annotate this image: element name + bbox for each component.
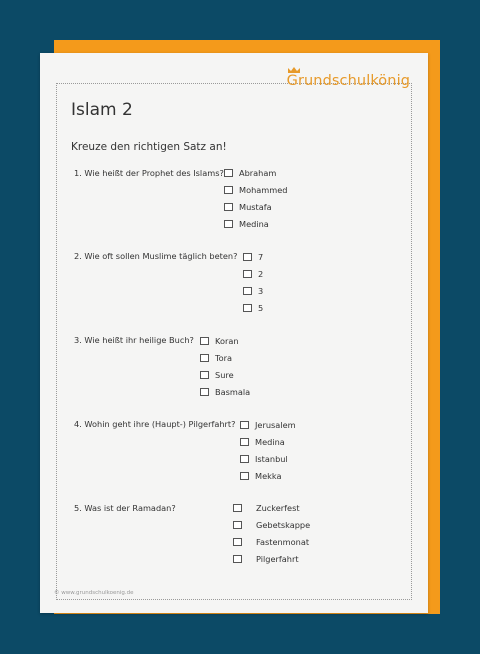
option-label: Jerusalem bbox=[255, 419, 296, 430]
question-text: Wie heißt ihr heilige Buch? bbox=[84, 335, 194, 345]
option[interactable] bbox=[224, 164, 287, 181]
option[interactable] bbox=[200, 349, 250, 366]
checkbox[interactable] bbox=[240, 438, 249, 446]
question-text: Was ist der Ramadan? bbox=[84, 503, 176, 513]
option-label: Pilgerfahrt bbox=[256, 553, 299, 564]
question-number: 4. bbox=[74, 419, 82, 429]
crown-icon bbox=[287, 66, 301, 74]
option-label: Mohammed bbox=[239, 184, 288, 195]
checkbox[interactable] bbox=[233, 538, 242, 546]
checkbox[interactable] bbox=[200, 371, 209, 379]
copyright-footer: © www.grundschulkoenig.de bbox=[54, 590, 134, 596]
page-title: Islam 2 bbox=[71, 100, 133, 120]
worksheet bbox=[40, 53, 428, 613]
checkbox[interactable] bbox=[200, 337, 209, 345]
checkbox[interactable] bbox=[240, 421, 249, 429]
option[interactable] bbox=[224, 215, 287, 232]
option[interactable] bbox=[200, 366, 250, 383]
option[interactable] bbox=[240, 450, 296, 467]
option-label: Koran bbox=[215, 335, 239, 346]
option-label: Gebetskappe bbox=[256, 519, 311, 530]
options-1 bbox=[224, 164, 287, 232]
options-5 bbox=[233, 499, 310, 567]
option-label: 7 bbox=[258, 251, 264, 262]
checkbox[interactable] bbox=[240, 472, 249, 480]
checkbox[interactable] bbox=[240, 455, 249, 463]
checkbox[interactable] bbox=[243, 287, 252, 295]
option[interactable] bbox=[233, 499, 310, 516]
option-label: Abraham bbox=[239, 167, 277, 178]
option[interactable] bbox=[240, 416, 296, 433]
option-label: Sure bbox=[215, 369, 234, 380]
options-3 bbox=[200, 332, 250, 400]
option[interactable] bbox=[200, 332, 250, 349]
option[interactable] bbox=[224, 181, 287, 198]
option[interactable] bbox=[233, 550, 310, 567]
question-2 bbox=[74, 251, 237, 261]
option[interactable] bbox=[240, 433, 296, 450]
option[interactable] bbox=[240, 467, 296, 484]
option-label: Medina bbox=[255, 436, 285, 447]
option[interactable] bbox=[224, 198, 287, 215]
option[interactable] bbox=[243, 265, 263, 282]
brand-name: Grundschulkönig bbox=[286, 73, 410, 89]
option[interactable] bbox=[243, 299, 263, 316]
option-label: Basmala bbox=[215, 386, 251, 397]
instruction: Kreuze den richtigen Satz an! bbox=[71, 141, 227, 153]
checkbox[interactable] bbox=[243, 253, 252, 261]
option-label: 2 bbox=[258, 268, 264, 279]
question-3 bbox=[74, 335, 194, 345]
option[interactable] bbox=[233, 533, 310, 550]
brand-logo bbox=[287, 73, 410, 89]
question-text: Wie oft sollen Muslime täglich beten? bbox=[84, 251, 238, 261]
question-number: 2. bbox=[74, 251, 82, 261]
option-label: Mustafa bbox=[239, 201, 272, 212]
option-label: Fastenmonat bbox=[256, 536, 310, 547]
options-2 bbox=[243, 248, 263, 316]
checkbox[interactable] bbox=[224, 169, 233, 177]
checkbox[interactable] bbox=[243, 304, 252, 312]
question-number: 1. bbox=[74, 168, 82, 178]
checkbox[interactable] bbox=[233, 521, 242, 529]
option-label: Zuckerfest bbox=[256, 502, 300, 513]
option-label: Medina bbox=[239, 218, 269, 229]
checkbox[interactable] bbox=[200, 354, 209, 362]
checkbox[interactable] bbox=[224, 186, 233, 194]
question-number: 5. bbox=[74, 503, 82, 513]
options-4 bbox=[240, 416, 296, 484]
option[interactable] bbox=[243, 282, 263, 299]
option-label: 3 bbox=[258, 285, 264, 296]
question-number: 3. bbox=[74, 335, 82, 345]
checkbox[interactable] bbox=[224, 220, 233, 228]
checkbox[interactable] bbox=[233, 504, 242, 512]
question-5 bbox=[74, 503, 176, 513]
question-text: Wie heißt der Prophet des Islams? bbox=[84, 168, 224, 178]
option[interactable] bbox=[243, 248, 263, 265]
option[interactable] bbox=[200, 383, 250, 400]
checkbox[interactable] bbox=[224, 203, 233, 211]
option-label: Istanbul bbox=[255, 453, 288, 464]
checkbox[interactable] bbox=[233, 555, 242, 563]
question-4 bbox=[74, 419, 235, 429]
option[interactable] bbox=[233, 516, 310, 533]
question-1 bbox=[74, 168, 224, 178]
question-text: Wohin geht ihre (Haupt-) Pilgerfahrt? bbox=[84, 419, 236, 429]
option-label: Mekka bbox=[255, 470, 282, 481]
option-label: 5 bbox=[258, 302, 264, 313]
checkbox[interactable] bbox=[200, 388, 209, 396]
option-label: Tora bbox=[215, 352, 233, 363]
checkbox[interactable] bbox=[243, 270, 252, 278]
